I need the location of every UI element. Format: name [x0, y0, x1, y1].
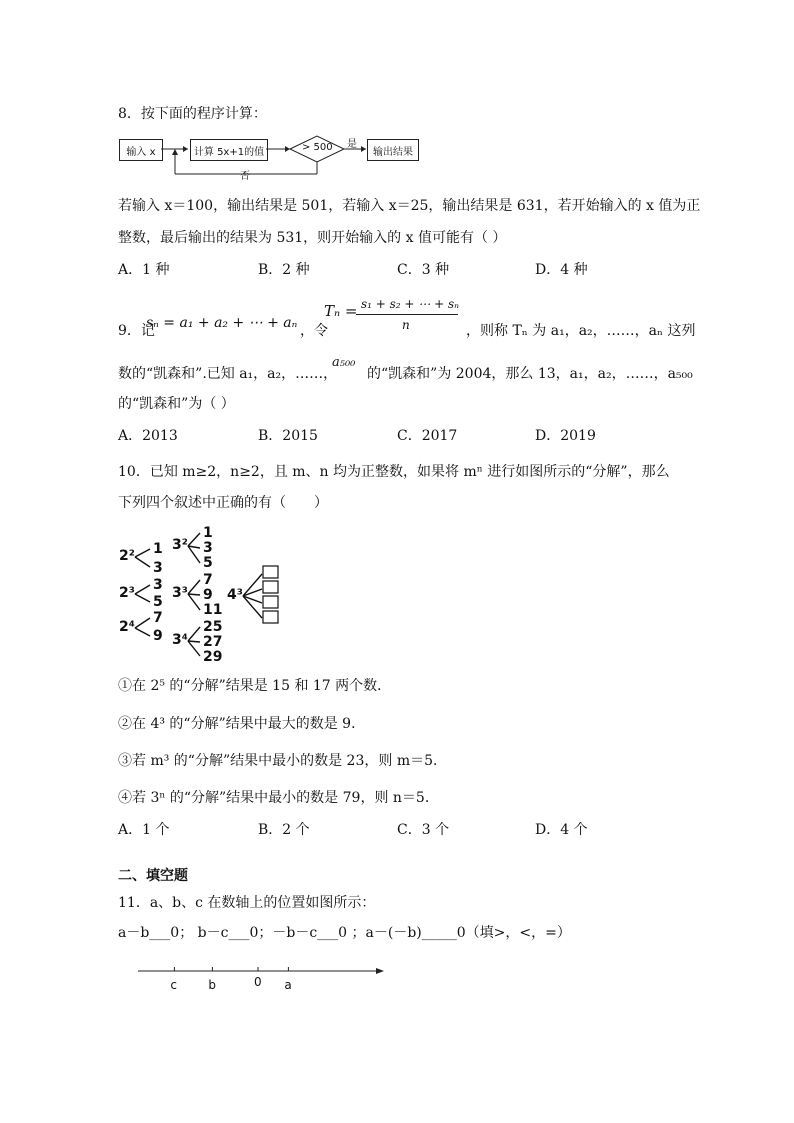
fig-val: 5 — [203, 555, 213, 571]
fig-val: 25 — [203, 619, 223, 635]
q9-a500: a₅₀₀ — [332, 355, 356, 370]
q8-text-line1: 若输入 x＝100，输出结果是 501，若输入 x＝25，输出结果是 631，若开始输入的 x 值为正 — [118, 198, 701, 214]
q8-option-c: C．3 种 — [397, 262, 450, 278]
q8-title: 8．按下面的程序计算： — [118, 106, 267, 122]
q9-option-d: D．2019 — [535, 428, 596, 444]
q10-statement-3: ③若 m³ 的“分解”结果中最小的数是 23，则 m＝5． — [118, 753, 447, 769]
fig-val: 27 — [203, 634, 223, 650]
q9-tail1: ，则称 Tₙ 为 a₁，a₂，……，aₙ 这列 — [466, 323, 696, 339]
q8-option-d: D．4 种 — [535, 262, 588, 278]
fig-val: 5 — [153, 594, 163, 610]
q9-option-b: B．2015 — [258, 428, 318, 444]
q10-option-b: B．2 个 — [258, 822, 310, 838]
q9-line3: 的“凯森和”为（ ） — [118, 396, 235, 412]
q9-tn-denominator: n — [402, 318, 410, 332]
fig-val: 9 — [203, 587, 213, 603]
fig-val: 7 — [203, 572, 213, 588]
axis-label-a: a — [284, 978, 292, 992]
fig-base-3-2: 3² — [172, 537, 188, 553]
flow-no-label: 否 — [240, 171, 250, 182]
fig-base-3-4: 3⁴ — [172, 632, 188, 648]
fig-val: 3 — [153, 560, 163, 576]
q10-statement-1: ①在 2⁵ 的“分解”结果是 15 和 17 两个数． — [118, 678, 392, 694]
fig-base-2-3: 2³ — [119, 585, 135, 601]
flow-input-label: 输入 x — [126, 146, 156, 158]
fig-val: 7 — [153, 610, 163, 626]
q11-line1: 11．a、b、c 在数轴上的位置如图所示： — [118, 895, 376, 911]
flow-compute-label: 计算 5x+1的值 — [193, 146, 265, 158]
fig-val: 1 — [203, 525, 213, 541]
q9-sn-formula: sₙ = a₁ + a₂ + ⋯ + aₙ — [146, 315, 298, 331]
flow-yes-label: 是 — [347, 139, 357, 150]
flow-cond-label: > 500 — [302, 142, 333, 153]
q10-statement-2: ②在 4³ 的“分解”结果中最大的数是 9． — [118, 716, 366, 732]
q9-number: 9．记 — [118, 323, 155, 339]
axis-label-0: 0 — [254, 975, 262, 989]
q9-tn-numerator: s₁ + s₂ + ⋯ + sₙ — [361, 297, 460, 311]
q9-line2-a: 数的“凯森和”.已知 a₁，a₂，……， — [118, 366, 338, 382]
q9-tn-lhs: Tₙ = — [324, 302, 358, 320]
q9-option-c: C．2017 — [397, 428, 458, 444]
fig-base-2-2: 2² — [119, 548, 135, 564]
q11-line2: a－b___0； b－c___0；－b－c___0 ；a－(－b)_____0（填>，<，=） — [118, 925, 571, 941]
q8-option-b: B．2 种 — [258, 262, 310, 278]
q9-option-a: A．2013 — [118, 428, 178, 444]
axis-label-b: b — [208, 978, 217, 992]
q8-option-a: A．1 种 — [118, 262, 170, 278]
fig-val: 9 — [153, 628, 163, 644]
q9-ling: ，令 — [300, 323, 328, 339]
q10-statement-4: ④若 3ⁿ 的“分解”结果中最小的数是 79，则 n＝5． — [118, 790, 439, 806]
fig-base-2-4: 2⁴ — [119, 619, 135, 635]
fig-val: 29 — [203, 649, 223, 665]
fig-base-3-3: 3³ — [172, 585, 188, 601]
q10-line2: 下列四个叙述中正确的有（ ） — [118, 495, 328, 511]
q10-line1: 10．已知 m≥2，n≥2，且 m、n 均为正整数，如果将 mⁿ 进行如图所示的“分解”，那么 — [118, 464, 670, 480]
axis-label-c: c — [170, 978, 177, 992]
q10-option-d: D．4 个 — [535, 822, 588, 838]
fig-val: 3 — [203, 540, 213, 556]
fig-val: 3 — [153, 577, 163, 593]
fig-val: 11 — [203, 602, 223, 618]
fig-base-4-3: 4³ — [227, 587, 243, 603]
flow-output-label: 输出结果 — [373, 146, 413, 158]
q10-option-c: C．3 个 — [397, 822, 450, 838]
q10-option-a: A．1 个 — [118, 822, 170, 838]
q8-text-line2: 整数，最后输出的结果为 531，则开始输入的 x 值可能有（ ） — [118, 230, 507, 246]
section-heading: 二、填空题 — [118, 868, 188, 884]
q9-line2-b: 的“凯森和”为 2004，那么 13，a₁，a₂，……，a₅₀₀ — [367, 366, 693, 382]
fig-val: 1 — [153, 541, 163, 557]
